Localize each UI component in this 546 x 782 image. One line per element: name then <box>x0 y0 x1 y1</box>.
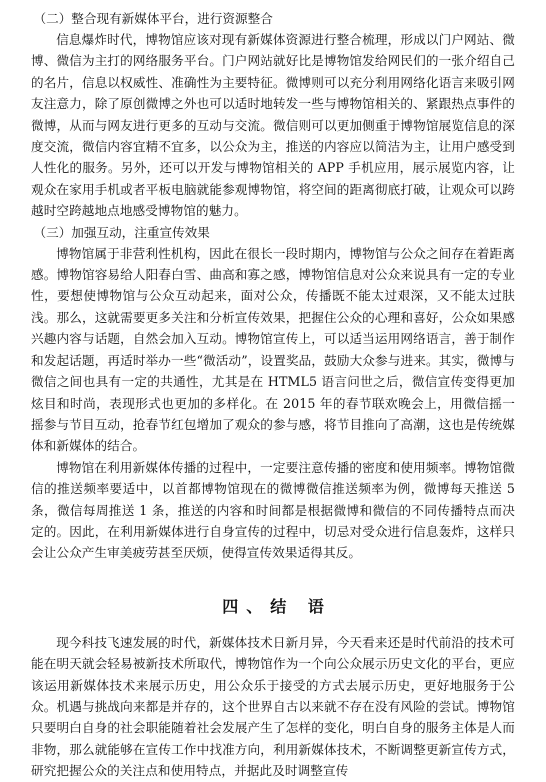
section-conclusion <box>31 632 515 782</box>
conclusion-title: 四、结 语 <box>222 596 332 616</box>
body-paragraph: 现今科技飞速发展的时代，新媒体技术日新月异，今天看来还是时代前沿的技术可能在明天就会轻易被新技术所取代，博物馆作为一个向公众展示历史文化的平台，更应该运用新媒体技术来展示历史，用公众乐于接受的方式去展示历史，更好地服务于公众。机遇与挑战向来都是并存的，这个世界自古以来就不存在没有风险的尝试。博物馆只要明白自身的社会职能随着社会发展产生了怎样的变化，明白自身的服务主体是人而非物，那么就能够在宣传工作中找准方向，利用新媒体技术，不断调整更新宣传方式，研究把握公众的关注点和使用特点，并据此及时调整宣传 <box>31 634 515 779</box>
body-paragraph: 信息爆炸时代，博物馆应该对现有新媒体资源进行整合梳理，形成以门户网站、微博、微信为主打的网络服务平台。门户网站就好比是博物馆发给网民们的一张介绍自己的名片，信息以权威性、准确性为主要特征。微博则可以充分利用网络化语言来吸引网友注意力，除了原创微博之外也可以适时地转发一些与博物馆相关的、紧跟热点事件的微博，从而与网友进行更多的互动与交流。微信则可以更加侧重于博物馆展览信息的深度交流，微信内容宜精不宜多，以公众为主，推送的内容应以简洁为主，让用户感受到人性化的服务。另外，还可以开发与博物馆相关的 APP 手机应用，展示展览内容，让观众在家用手机或者平板电脑就能参观博物馆，将空间的距离彻底打破，让观众可以跨越时空跨越地点地感受博物馆的魅力。 <box>31 32 515 219</box>
subsection-heading: （三）加强互动，注重宣传效果 <box>33 224 210 240</box>
section-integrate-platforms <box>31 8 515 222</box>
section-interaction <box>31 222 515 564</box>
body-paragraph: 博物馆属于非营利性机构，因此在很长一段时期内，博物馆与公众之间存在着距离感。博物馆容易给人阳春白雪、曲高和寡之感，博物馆信息对公众来说具有一定的专业性，要想使博物馆与公众互动起来，面对公众，传播既不能太过艰深，又不能太过肤浅。那么，这就需要更多关注和分析宣传效果，把握住公众的心理和喜好，公众如果感兴趣内容与话题，自然会加入互动。博物馆宣传上，可以适当运用网络语言，善于制作和发起话题，再适时举办一些“微活动”，设置奖品，鼓励大众参与进来。其实，微博与微信之间也具有一定的共通性，尤其是在 HTML5 语言问世之后，微信宣传变得更加炫目和时尚，表现形式也更加的多样化。在 2015 年的春节联欢晚会上，用微信摇一摇参与节目互动，抢春节红包增加了观众的参与感，将节目推向了高潮，这也是传统媒体和新媒体的结合。 <box>31 245 515 454</box>
subsection-heading: （二）整合现有新媒体平台，进行资源整合 <box>33 11 273 26</box>
body-paragraph: 博物馆在利用新媒体传播的过程中，一定要注意传播的密度和使用频率。博物馆微信的推送频率要适中，以首都博物馆现在的微博微信推送频率为例，微博每天推送 5 条，微信每周推送 1 条，推送的内容和时间都是根据微博和微信的不同传播特点而决定的。因此，在利用新媒体进行自身宣传的过程中，切忌对受众进行信息轰炸，这样只会让公众产生审美疲劳甚至厌烦，使得宣传效果适得其反。 <box>31 459 515 561</box>
